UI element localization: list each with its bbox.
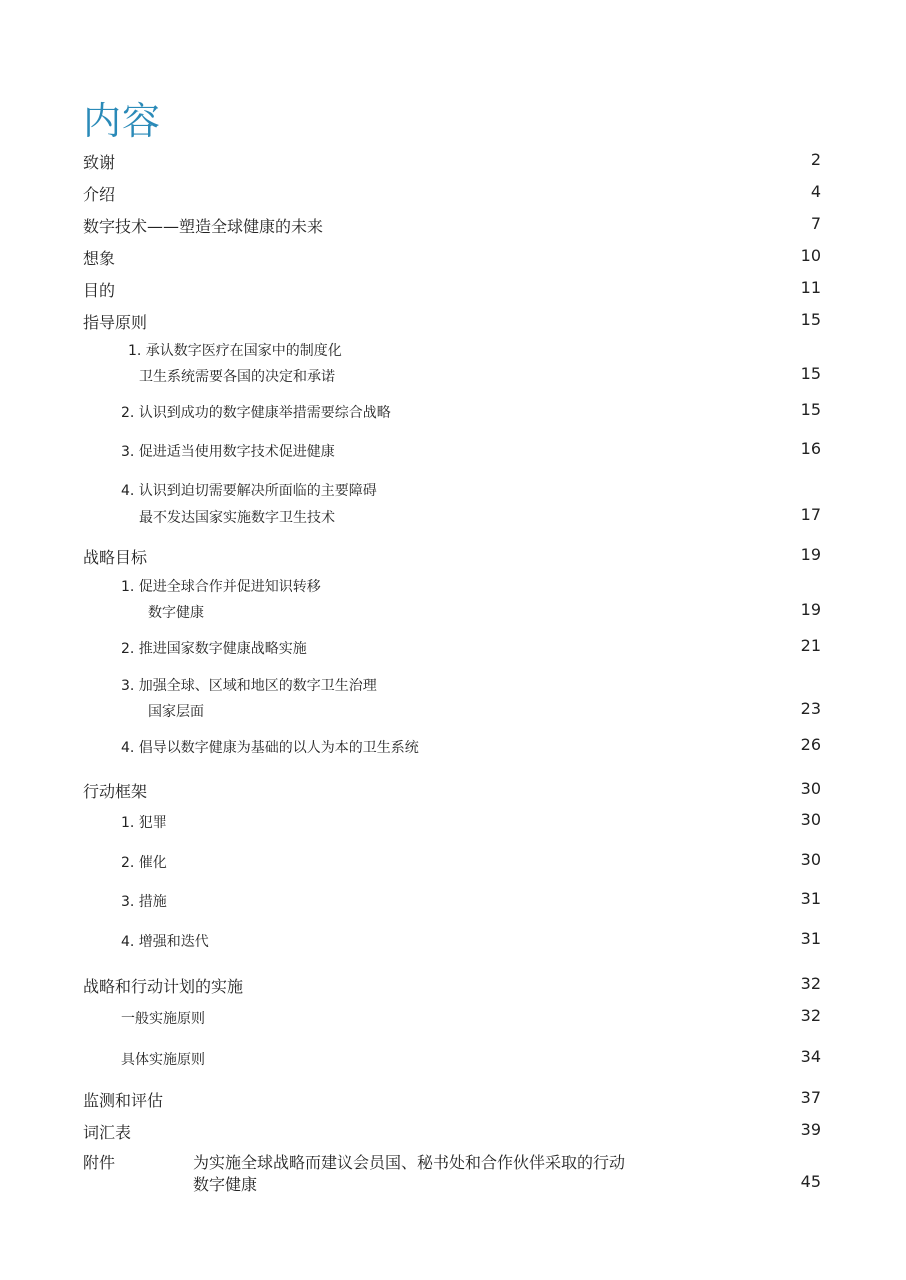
toc-page-number: 30 (800, 779, 821, 798)
toc-entry-framework[interactable]: 行动框架 (83, 782, 148, 801)
toc-page-number: 32 (800, 974, 821, 993)
toc-subentry-line[interactable]: 4. 增强和迭代 (121, 934, 209, 950)
toc-entry-annex-line[interactable]: 数字健康 (193, 1175, 258, 1194)
toc-entry-monitoring[interactable]: 监测和评估 (83, 1091, 164, 1110)
toc-subentry-line[interactable]: 国家层面 (148, 704, 204, 720)
toc-entry-annex-label[interactable]: 附件 (83, 1153, 116, 1172)
toc-page-number: 31 (800, 929, 821, 948)
toc-page-number: 37 (800, 1088, 821, 1107)
toc-page-number: 15 (800, 310, 821, 329)
toc-page-number: 39 (800, 1120, 821, 1139)
toc-page-number: 4 (810, 182, 821, 201)
toc-subentry-line[interactable]: 一般实施原则 (121, 1011, 205, 1027)
toc-page-number: 32 (800, 1006, 821, 1025)
toc-subentry-line[interactable]: 1. 促进全球合作并促进知识转移 (121, 579, 321, 595)
toc-subentry-line[interactable]: 卫生系统需要各国的决定和承诺 (139, 369, 335, 385)
toc-page-number: 2 (810, 150, 821, 169)
toc-page-number: 21 (800, 636, 821, 655)
toc-page-number: 16 (800, 439, 821, 458)
toc-subentry-line[interactable]: 具体实施原则 (121, 1052, 205, 1068)
page-title: 内容 (83, 99, 162, 143)
toc-subentry-line[interactable]: 2. 催化 (121, 855, 167, 871)
toc-page-number: 30 (800, 850, 821, 869)
toc-entry-glossary[interactable]: 词汇表 (83, 1123, 132, 1142)
toc-page-number: 10 (800, 246, 821, 265)
toc-entry-guiding-principles[interactable]: 指导原则 (83, 313, 148, 332)
toc-entry-digital-tech[interactable]: 数字技术——塑造全球健康的未来 (83, 217, 324, 236)
toc-page-number: 19 (800, 600, 821, 619)
toc-subentry-line[interactable]: 1. 犯罪 (121, 815, 167, 831)
toc-page-number: 23 (800, 699, 821, 718)
toc-page-number: 30 (800, 810, 821, 829)
toc-subentry-line[interactable]: 4. 认识到迫切需要解决所面临的主要障碍 (121, 483, 377, 499)
toc-subentry-line[interactable]: 数字健康 (148, 605, 204, 621)
toc-subentry-line[interactable]: 最不发达国家实施数字卫生技术 (139, 510, 335, 526)
toc-page-number: 15 (800, 400, 821, 419)
toc-entry-implementation[interactable]: 战略和行动计划的实施 (83, 977, 244, 996)
toc-page-number: 31 (800, 889, 821, 908)
toc-entry-introduction[interactable]: 介绍 (83, 185, 116, 204)
toc-subentry-line[interactable]: 3. 措施 (121, 894, 167, 910)
toc-entry-annex-line[interactable]: 为实施全球战略而建议会员国、秘书处和合作伙伴采取的行动 (193, 1153, 626, 1172)
toc-entry-acknowledgements[interactable]: 致谢 (83, 153, 116, 172)
toc-subentry-line[interactable]: 2. 认识到成功的数字健康举措需要综合战略 (121, 405, 391, 421)
toc-subentry-line[interactable]: 3. 加强全球、区域和地区的数字卫生治理 (121, 678, 377, 694)
toc-page-number: 17 (800, 505, 821, 524)
toc-subentry-line[interactable]: 4. 倡导以数字健康为基础的以人为本的卫生系统 (121, 740, 419, 756)
toc-page-number: 45 (800, 1172, 821, 1191)
toc-subentry-line[interactable]: 2. 推进国家数字健康战略实施 (121, 641, 307, 657)
toc-page-number: 34 (800, 1047, 821, 1066)
toc-entry-strategic-objectives[interactable]: 战略目标 (83, 548, 148, 567)
toc-entry-purpose[interactable]: 目的 (83, 281, 116, 300)
toc-page-number: 7 (810, 214, 821, 233)
toc-page-number: 15 (800, 364, 821, 383)
toc-page-number: 26 (800, 735, 821, 754)
toc-subentry-line[interactable]: 1. 承认数字医疗在国家中的制度化 (128, 343, 342, 359)
toc-page-number: 19 (800, 545, 821, 564)
toc-page-number: 11 (800, 278, 821, 297)
toc-entry-vision[interactable]: 想象 (83, 249, 116, 268)
toc-subentry-line[interactable]: 3. 促进适当使用数字技术促进健康 (121, 444, 335, 460)
